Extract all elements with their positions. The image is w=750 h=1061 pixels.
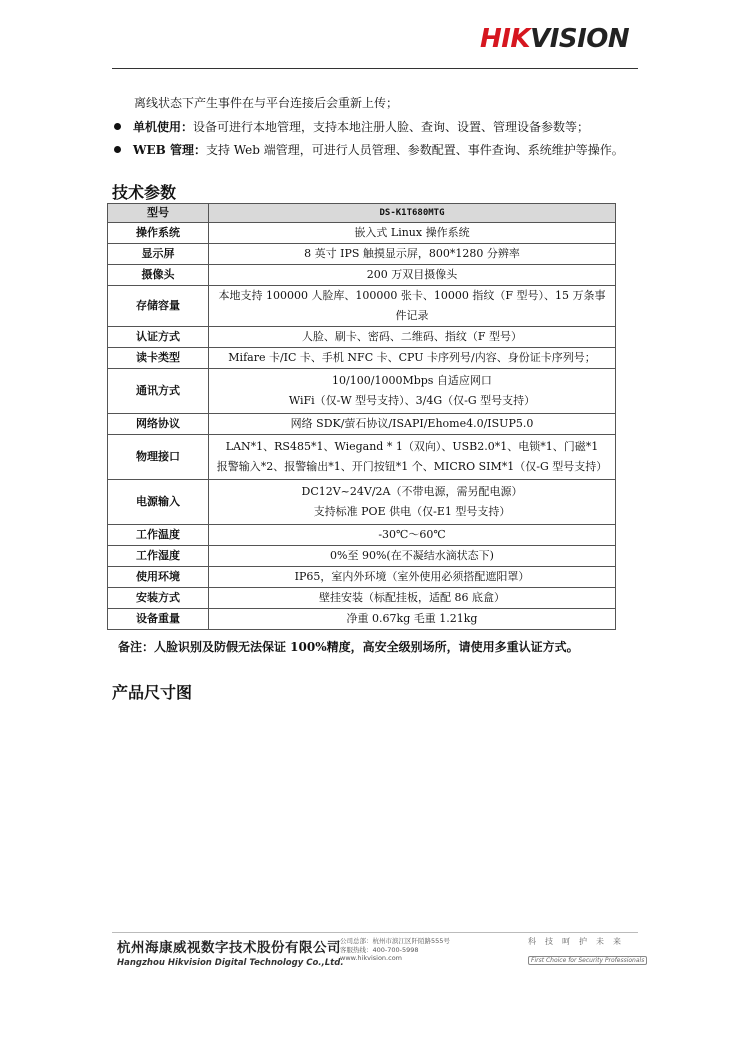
spec-value-line: DC12V~24V/2A（不带电源，需另配电源） (301, 485, 523, 498)
bullet-text: 设备可进行本地管理，支持本地注册人脸、查询、设置、管理设备参数等； (193, 120, 590, 134)
spec-model-label: 型号 (108, 204, 209, 223)
note-text: 备注：人脸识别及防假无法保证 100%精度，高安全级别场所，请使用多重认证方式。 (118, 640, 579, 654)
spec-row (108, 369, 616, 414)
spec-value (209, 414, 616, 435)
bullet-item (112, 118, 589, 135)
spec-label: 电源输入 (108, 480, 209, 525)
spec-section-title: 技术参数 (112, 183, 177, 202)
spec-label: 通讯方式 (108, 369, 209, 414)
footer-divider (112, 932, 638, 933)
spec-value-line: 8 英寸 IPS 触摸显示屏，800*1280 分辨率 (304, 247, 520, 260)
spec-value (209, 546, 616, 567)
spec-row (108, 480, 616, 525)
spec-value-line: 壁挂安装（标配挂板，适配 86 底盒） (319, 591, 505, 604)
bullet-term: 单机使用： (133, 120, 194, 134)
spec-value-line: 报警输入*2、报警输出*1、开门按钮*1 个、MICRO SIM*1（仅-G 型号支持） (216, 460, 608, 473)
bullet-term: WEB 管理： (133, 143, 206, 157)
spec-value (209, 348, 616, 369)
slogan-en: First Choice for Security Professionals (528, 956, 647, 965)
spec-model-value: DS-K1T680MTG (209, 204, 616, 223)
spec-value (209, 265, 616, 286)
spec-value (209, 286, 616, 327)
spec-row (108, 567, 616, 588)
contact-website: www.hikvision.com (340, 954, 402, 962)
spec-label: 读卡类型 (108, 348, 209, 369)
bullet-item (112, 141, 624, 158)
header-divider (112, 68, 638, 69)
company-name-cn: 杭州海康威视数字技术股份有限公司 (117, 940, 341, 956)
contact-hotline: 客服热线：400-700-5998 (340, 945, 419, 954)
spec-label: 使用环境 (108, 567, 209, 588)
spec-row (108, 588, 616, 609)
spec-row (108, 546, 616, 567)
spec-row (108, 609, 616, 630)
spec-value (209, 435, 616, 480)
spec-table (107, 203, 616, 630)
spec-value-line: 人脸、刷卡、密码、二维码、指纹（F 型号） (301, 330, 523, 343)
spec-label: 摄像头 (108, 265, 209, 286)
spec-value (209, 609, 616, 630)
footer-contact (340, 937, 450, 963)
hikvision-logo (480, 24, 629, 54)
spec-row (108, 265, 616, 286)
spec-value (209, 244, 616, 265)
spec-value-line: WiFi（仅-W 型号支持）、3/4G（仅-G 型号支持） (288, 394, 536, 407)
spec-value-line: IP65，室内外环境（室外使用必须搭配遮阳罩） (294, 570, 530, 583)
spec-label: 物理接口 (108, 435, 209, 480)
spec-value-line: Mifare 卡/IC 卡、手机 NFC 卡、CPU 卡序列号/内容、身份证卡序列号； (228, 351, 596, 364)
spec-value-line: LAN*1、RS485*1、Wiegand * 1（双向）、USB2.0*1、电锁*1、门磁*1 (225, 440, 599, 453)
spec-value-line: 200 万双目摄像头 (366, 268, 458, 281)
spec-value-line: 本地支持 100000 人脸库、100000 张卡、10000 指纹（F 型号）、15 万条事件记录 (218, 289, 606, 322)
footer-company (117, 936, 344, 968)
spec-label: 工作温度 (108, 525, 209, 546)
intro-text: 离线状态下产生事件在与平台连接后会重新上传； (134, 96, 399, 110)
company-name-en: Hangzhou Hikvision Digital Technology Co.,Ltd. (117, 958, 344, 968)
spec-row (108, 414, 616, 435)
dimension-section-title: 产品尺寸图 (112, 683, 193, 702)
slogan-cn: 科技呵护未来 (528, 937, 630, 946)
spec-row (108, 525, 616, 546)
logo-vision-text: VISION (530, 24, 630, 54)
spec-value (209, 588, 616, 609)
logo-hik-text: HIK (480, 24, 531, 54)
spec-value (209, 525, 616, 546)
bullet-text: 支持 Web 端管理，可进行人员管理、参数配置、事件查询、系统维护等操作。 (205, 143, 624, 157)
spec-row (108, 244, 616, 265)
spec-value-line: 净重 0.67kg 毛重 1.21kg (346, 612, 478, 625)
footer-slogan (528, 936, 647, 966)
spec-row (108, 286, 616, 327)
spec-header-row (108, 204, 616, 223)
spec-value (209, 480, 616, 525)
spec-label: 存储容量 (108, 286, 209, 327)
spec-label: 认证方式 (108, 327, 209, 348)
spec-value (209, 223, 616, 244)
spec-value (209, 327, 616, 348)
spec-row (108, 327, 616, 348)
spec-label: 显示屏 (108, 244, 209, 265)
spec-label: 工作湿度 (108, 546, 209, 567)
spec-value-line: 支持标准 POE 供电（仅-E1 型号支持） (313, 505, 511, 518)
spec-label: 操作系统 (108, 223, 209, 244)
spec-value-line: 0%至 90%(在不凝结水滴状态下) (330, 549, 494, 562)
spec-row (108, 223, 616, 244)
spec-value-line: 10/100/1000Mbps 自适应网口 (332, 374, 492, 387)
spec-row (108, 435, 616, 480)
spec-row (108, 348, 616, 369)
spec-value-line: 网络 SDK/萤石协议/ISAPI/Ehome4.0/ISUP5.0 (290, 417, 534, 430)
spec-label: 网络协议 (108, 414, 209, 435)
spec-value-line: -30℃～60℃ (378, 528, 446, 541)
bullet-dot-icon (114, 146, 121, 153)
spec-label: 安装方式 (108, 588, 209, 609)
spec-value (209, 567, 616, 588)
bullet-dot-icon (114, 123, 121, 130)
contact-address: 公司总部：杭州市滨江区阡陌路555号 (340, 937, 450, 945)
spec-label: 设备重量 (108, 609, 209, 630)
spec-value-line: 嵌入式 Linux 操作系统 (354, 226, 470, 239)
spec-value (209, 369, 616, 414)
